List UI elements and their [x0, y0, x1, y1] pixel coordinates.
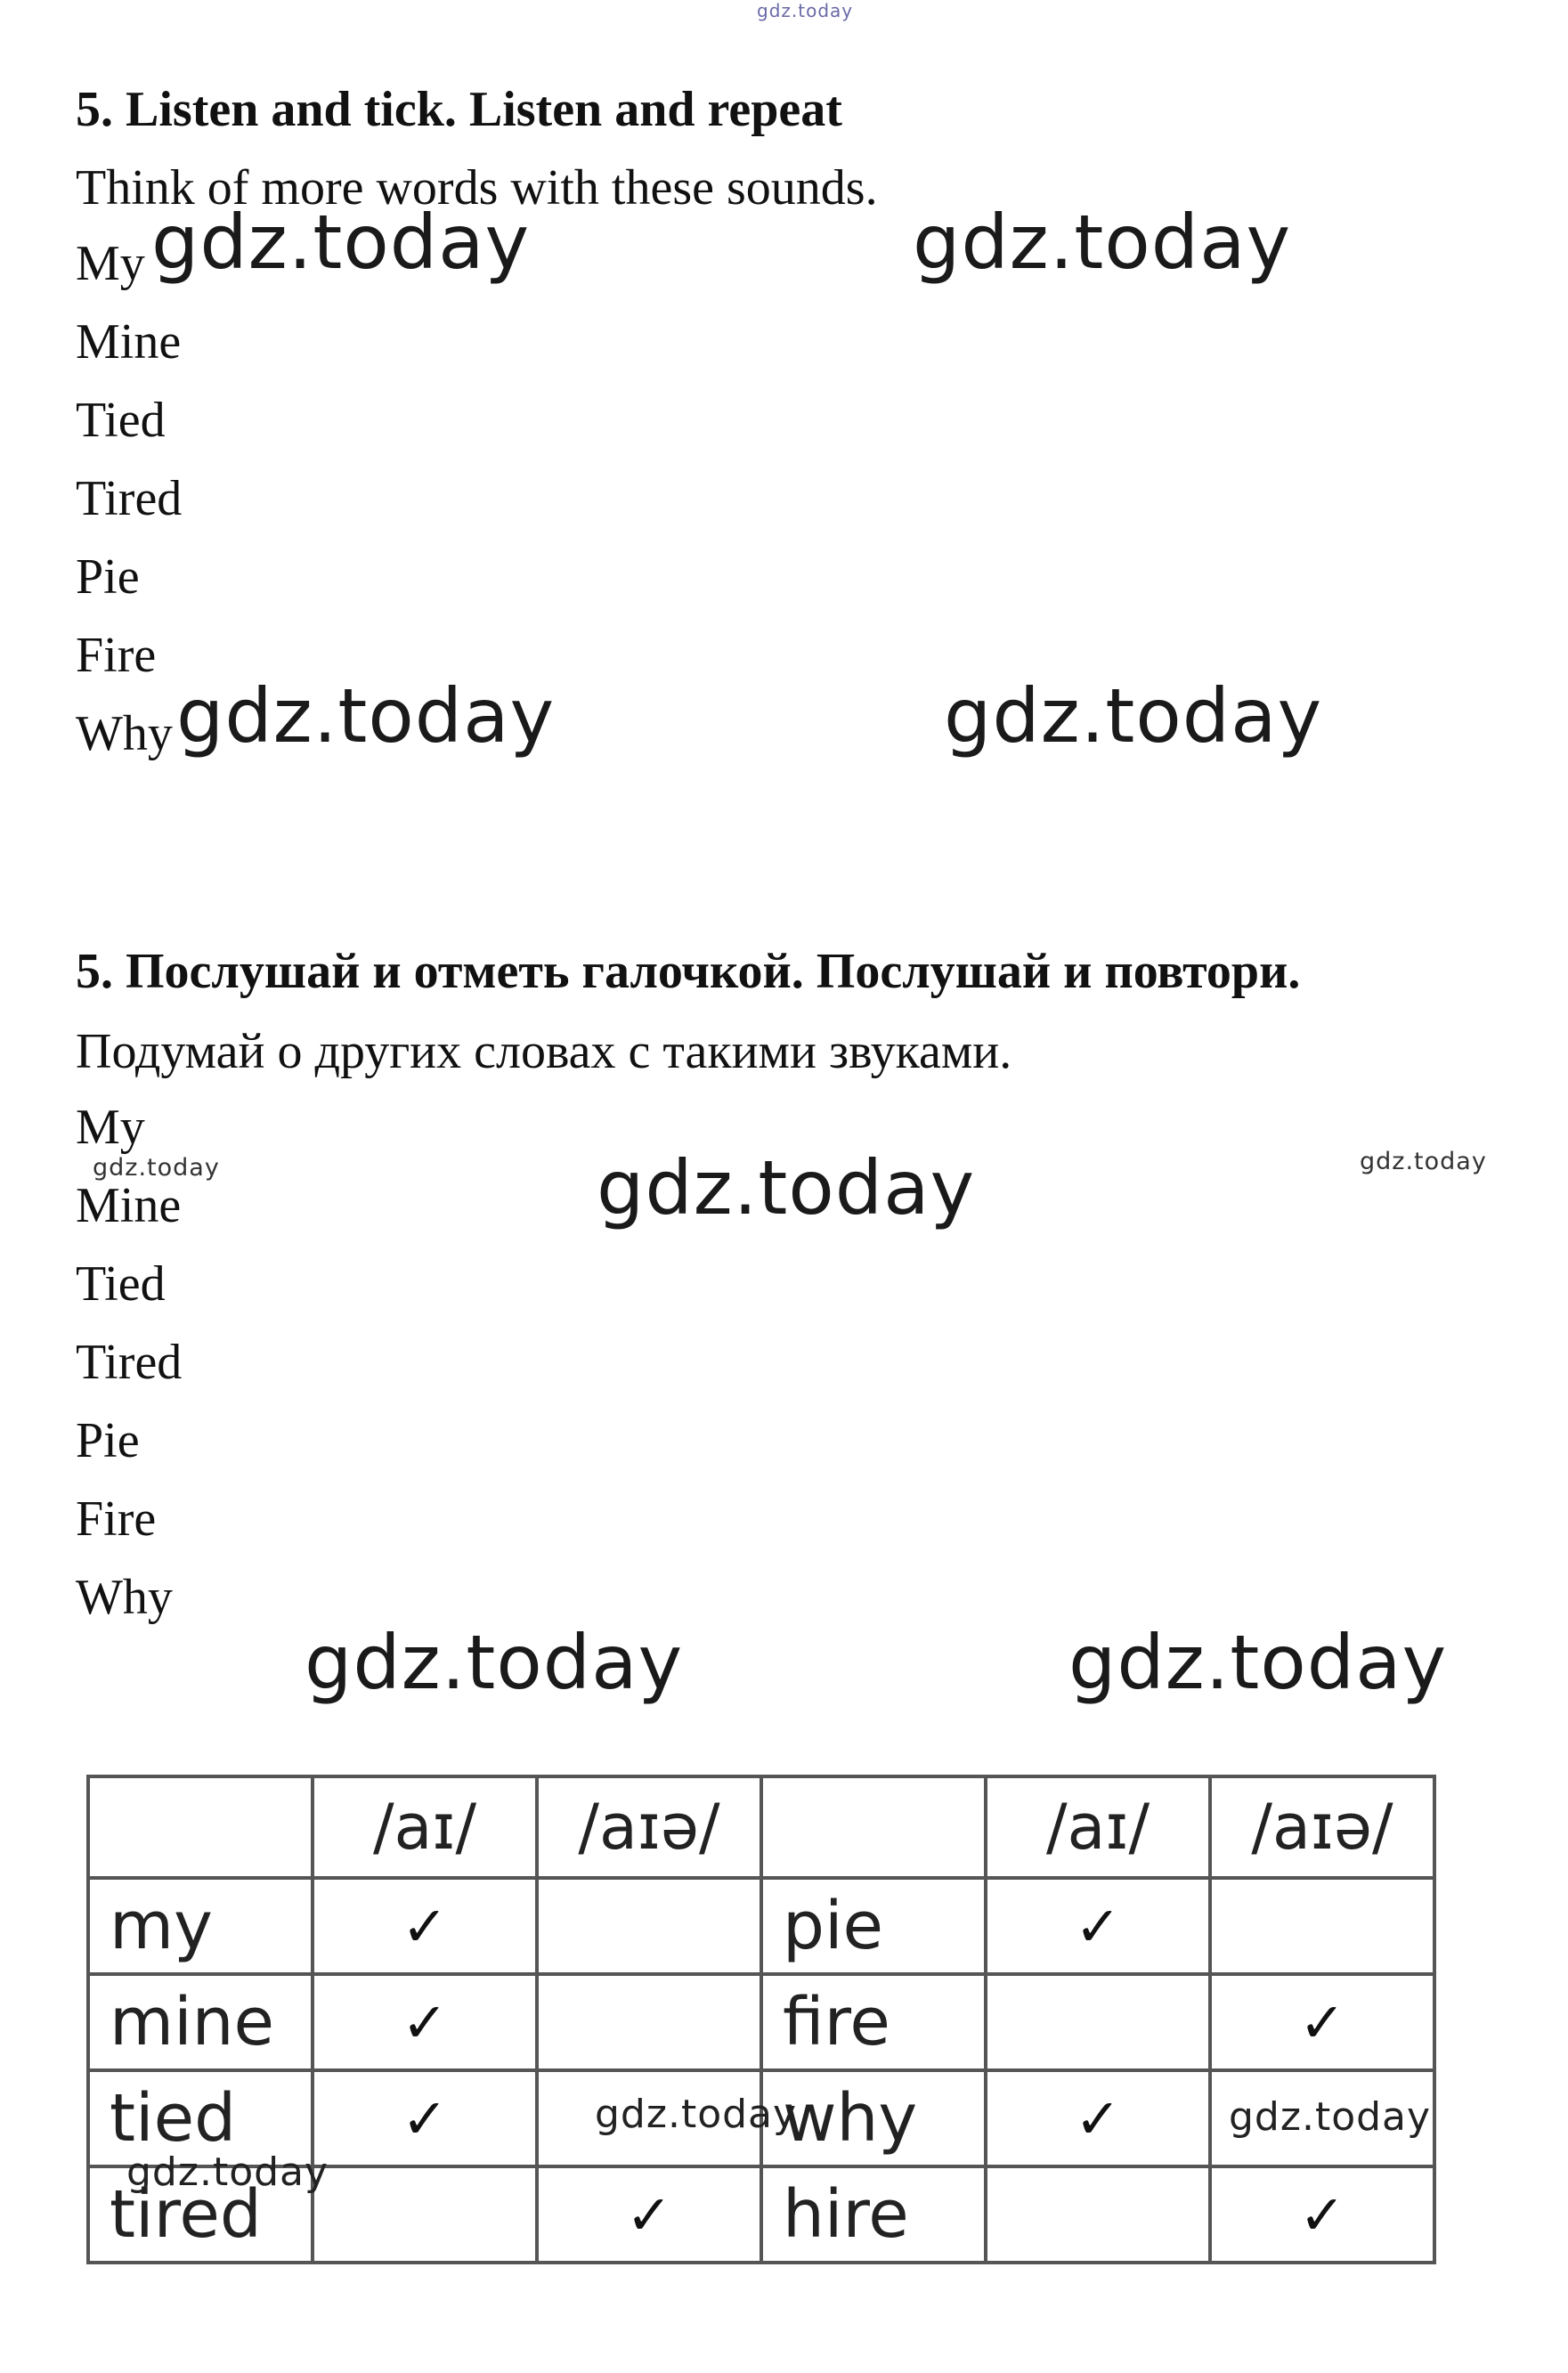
header-cell: /aɪə/ — [537, 1776, 761, 1878]
watermark: gdz.today — [1229, 2094, 1432, 2140]
word-item: Fire — [76, 628, 157, 683]
table-header-row — [88, 1776, 1434, 1878]
exercise-heading-ru: 5. Послушай и отметь галочкой. Послушай и повтори. — [76, 944, 1301, 999]
word-item: Tired — [76, 1335, 183, 1390]
word-item: Tied — [76, 1256, 166, 1312]
tick-cell — [1210, 1878, 1434, 1974]
header-cell: /aɪə/ — [1210, 1776, 1434, 1878]
word-item: Fire — [76, 1491, 157, 1547]
watermark: gdz.today — [176, 672, 556, 760]
tick-cell — [986, 1974, 1210, 2070]
word-item: Mine — [76, 314, 182, 370]
word-cell: tired — [88, 2166, 313, 2263]
exercise-instruction-en: Think of more words with these sounds. — [76, 160, 878, 215]
word-item: Mine — [76, 1178, 182, 1233]
tick-cell: ✓ — [986, 1878, 1210, 1974]
tick-cell: ✓ — [986, 2070, 1210, 2166]
watermark: gdz.today — [913, 199, 1292, 286]
watermark: gdz.today — [595, 2092, 798, 2137]
watermark: gdz.today — [305, 1619, 684, 1706]
watermark: gdz.today — [93, 1154, 220, 1182]
word-cell: pie — [761, 1878, 986, 1974]
exercise-heading-en: 5. Listen and tick. Listen and repeat — [76, 82, 842, 137]
table-row — [88, 1878, 1434, 1974]
watermark-top: gdz.today — [757, 0, 854, 21]
table-row — [88, 1974, 1434, 2070]
word-item: My — [76, 1100, 145, 1155]
tick-cell: ✓ — [313, 2070, 537, 2166]
word-cell: mine — [88, 1974, 313, 2070]
word-item: Pie — [76, 1413, 140, 1468]
watermark: gdz.today — [597, 1144, 976, 1231]
word-cell: my — [88, 1878, 313, 1974]
tick-cell: ✓ — [313, 1878, 537, 1974]
watermark: gdz.today — [126, 2150, 329, 2195]
word-cell: hire — [761, 2166, 986, 2263]
word-item: Tired — [76, 471, 183, 526]
header-cell — [88, 1776, 313, 1878]
word-cell: fire — [761, 1974, 986, 2070]
word-item: Why — [76, 706, 173, 761]
watermark: gdz.today — [1068, 1619, 1448, 1706]
tick-cell — [986, 2166, 1210, 2263]
exercise-instruction-ru: Подумай о других словах с такими звуками. — [76, 1024, 1012, 1079]
word-item: Tied — [76, 393, 166, 448]
word-cell: tied — [88, 2070, 313, 2166]
tick-cell: ✓ — [537, 2166, 761, 2263]
tick-cell — [313, 2166, 537, 2263]
watermark: gdz.today — [944, 672, 1323, 760]
word-item: My — [76, 236, 145, 291]
tick-cell: ✓ — [1210, 2166, 1434, 2263]
word-item: Pie — [76, 549, 140, 605]
tick-cell: ✓ — [1210, 1974, 1434, 2070]
header-cell: /aɪ/ — [313, 1776, 537, 1878]
tick-cell: ✓ — [313, 1974, 537, 2070]
header-cell — [761, 1776, 986, 1878]
header-cell: /aɪ/ — [986, 1776, 1210, 1878]
watermark: gdz.today — [1360, 1148, 1487, 1175]
tick-cell — [537, 1974, 761, 2070]
word-cell: why — [761, 2070, 986, 2166]
word-list-en — [76, 224, 182, 773]
watermark: gdz.today — [151, 199, 531, 286]
tick-cell — [537, 1878, 761, 1974]
word-item: Why — [76, 1570, 173, 1625]
